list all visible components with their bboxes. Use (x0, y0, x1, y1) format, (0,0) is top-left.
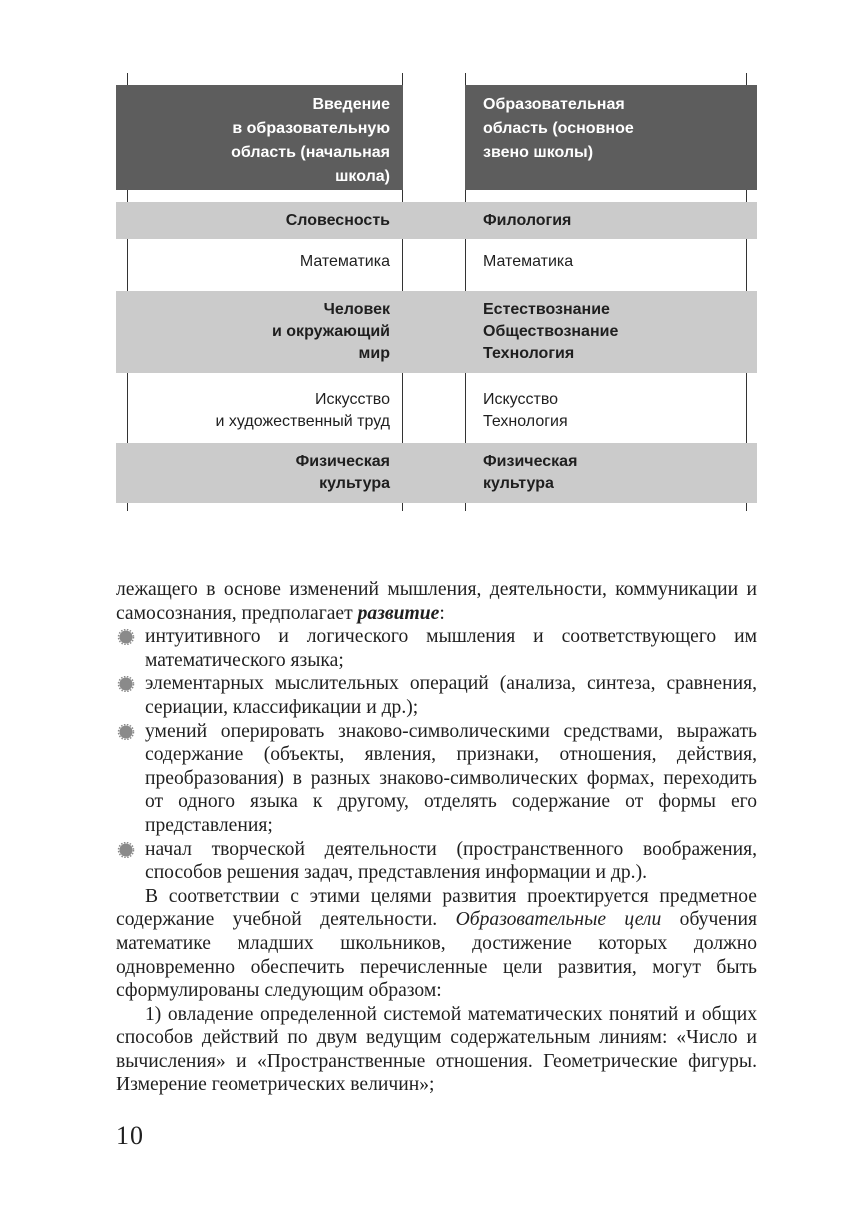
table-cell-right (465, 291, 757, 373)
bullet-item (116, 720, 757, 838)
header-line: звено школы) (483, 144, 594, 161)
cell-line: Физическая (295, 453, 390, 470)
cell-line: Математика (483, 252, 574, 270)
table-header-right (465, 85, 757, 190)
bullet-text: интуитивного и логического мышления и соответствующего им математического языка; (145, 626, 757, 671)
paragraph-text: 1) овладение определенной системой математических понятий и общих способов действий по двум ведущим содержательным линиям: «Число и вычисления» и «Пространственные отношения. Геометрические фигуры. Измерение геометрических величин»; (116, 1003, 757, 1096)
bullet-icon (117, 724, 137, 740)
table-row-physical (116, 443, 757, 503)
emphasis-educational-goals: Образовательные цели (455, 909, 662, 931)
bullet-icon (117, 676, 137, 692)
table-row-slovesnost (116, 202, 757, 239)
header-line: область (начальная (231, 144, 390, 161)
emphasis-development: развитие (357, 602, 440, 624)
intro-paragraph (116, 578, 757, 625)
cell-line: Физическая (483, 453, 578, 470)
header-line: Введение (312, 96, 390, 113)
intro-text: лежащего в основе изменений мышления, деятельности, коммуникации и самосознания, предполагает (116, 579, 757, 624)
body-text (116, 578, 757, 1097)
bullet-item (116, 838, 757, 885)
table-cell-left (116, 291, 403, 373)
cell-line: Искусство (483, 391, 559, 408)
table-cell-right (465, 202, 757, 239)
header-line: область (основное (483, 120, 634, 137)
intro-end: : (439, 602, 445, 624)
header-line: школа) (335, 168, 390, 185)
cell-line: Технология (483, 413, 568, 430)
cell-line: Обществознание (483, 323, 619, 340)
table-header-left (116, 85, 403, 190)
cell-line: Естествознание (483, 301, 610, 318)
table-cell-right (465, 243, 757, 280)
cell-line: культура (319, 475, 390, 492)
header-line: Образовательная (483, 96, 625, 113)
bullet-text: умений оперировать знаково-символическими средствами, выражать содержание (объекты, явления, признаки, отношения, действия, преобразования) в разных знаково-символических формах, переходить от одного языка к другому, отделять содержание от формы его представления; (145, 720, 757, 836)
table-cell-right (465, 384, 757, 438)
bullet-icon (117, 629, 137, 645)
bullet-item (116, 625, 757, 672)
paragraph-text: обучения математике младших школьников, достижение которых должно одновременно обеспечить перечисленные цели развития, могут быть сформулированы следующим образом: (116, 909, 757, 1002)
cell-line: мир (358, 345, 390, 362)
bullet-icon (117, 842, 137, 858)
table-cell-left (116, 384, 403, 438)
paragraph-goals (116, 885, 757, 1003)
cell-line: Человек (323, 301, 390, 318)
cell-line: Словесность (285, 211, 390, 229)
cell-line: и художественный труд (215, 413, 390, 430)
cell-line: культура (483, 475, 554, 492)
cell-line: Математика (299, 252, 390, 270)
table-cell-left (116, 443, 403, 503)
table-row-mathematics (116, 243, 757, 280)
cell-line: Филология (483, 211, 572, 229)
bullet-text: элементарных мыслительных операций (анализа, синтеза, сравнения, сериации, классификации и др.); (145, 673, 757, 718)
cell-line: Технология (483, 345, 575, 362)
table-cell-left (116, 202, 403, 239)
header-line: в образовательную (232, 120, 390, 137)
table-cell-left (116, 243, 403, 280)
page-number: 10 (116, 1121, 144, 1150)
bullet-text: начал творческой деятельности (пространственного воображения, способов решения задач, представления информации и др.). (145, 838, 757, 884)
cell-line: и окружающий (272, 323, 390, 340)
cell-line: Искусство (314, 391, 390, 408)
table-row-art (116, 384, 757, 438)
table-row-human-world (116, 291, 757, 373)
bullet-item (116, 672, 757, 719)
paragraph-text: В соответствии с этими целями развития проектируется предметное содержание учебной деятельности. (116, 885, 757, 931)
paragraph-item-1 (116, 1003, 757, 1097)
table-cell-right (465, 443, 757, 503)
